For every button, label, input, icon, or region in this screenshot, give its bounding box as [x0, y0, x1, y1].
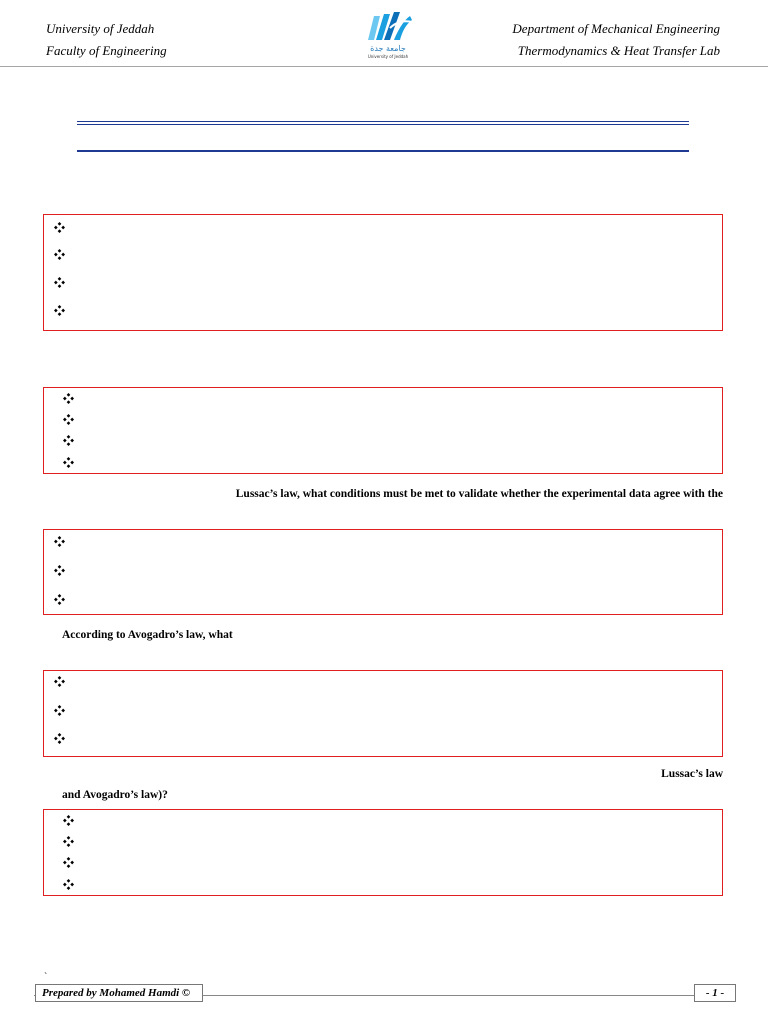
- footer-mark: `: [44, 972, 48, 983]
- diamond-bullet-icon: [54, 536, 66, 548]
- diamond-bullet-icon: [54, 222, 66, 234]
- header-divider: [0, 66, 768, 67]
- footer-author: Prepared by Mohamed Hamdi ©: [35, 984, 203, 1002]
- diamond-bullet-icon: [63, 815, 75, 827]
- diamond-bullet-icon: [54, 676, 66, 688]
- university-logo: [360, 10, 416, 62]
- logo-english-text: University of Jeddah: [367, 54, 409, 59]
- lab-name: Thermodynamics & Heat Transfer Lab: [517, 43, 720, 58]
- diamond-bullet-icon: [63, 879, 75, 891]
- diamond-bullet-icon: [54, 277, 66, 289]
- logo-arabic-text: جامعة جدة: [370, 44, 406, 53]
- diamond-bullet-icon: [54, 565, 66, 577]
- diamond-bullet-icon: [63, 393, 75, 405]
- question-5-text-right: Lussac’s law: [661, 768, 723, 780]
- header-right: [512, 18, 720, 62]
- title-rule-bottom: [77, 150, 689, 152]
- question-3-text: Lussac’s law, what conditions must be met to validate whether the experimental data agree with the: [235, 488, 723, 500]
- diamond-bullet-icon: [54, 733, 66, 745]
- diamond-bullet-icon: [54, 249, 66, 261]
- university-name: University of Jeddah: [46, 21, 155, 36]
- diamond-bullet-icon: [63, 857, 75, 869]
- logo-mark-icon: [360, 10, 416, 44]
- faculty-name: Faculty of Engineering: [46, 43, 167, 58]
- answer-box-2: [43, 387, 723, 474]
- header-left: [46, 18, 167, 62]
- diamond-bullet-icon: [63, 836, 75, 848]
- diamond-bullet-icon: [63, 457, 75, 469]
- question-4-text: According to Avogadro’s law, what: [62, 629, 233, 641]
- answer-box-5: [43, 809, 723, 896]
- answer-box-1: [43, 214, 723, 331]
- page-number: - 1 -: [694, 984, 736, 1002]
- answer-box-3: [43, 529, 723, 615]
- diamond-bullet-icon: [63, 435, 75, 447]
- diamond-bullet-icon: [63, 414, 75, 426]
- answer-box-4: [43, 670, 723, 757]
- diamond-bullet-icon: [54, 705, 66, 717]
- question-5-text-left: and Avogadro’s law)?: [62, 789, 168, 801]
- diamond-bullet-icon: [54, 594, 66, 606]
- title-rule-top: [77, 121, 689, 125]
- diamond-bullet-icon: [54, 305, 66, 317]
- department-name: Department of Mechanical Engineering: [512, 21, 720, 36]
